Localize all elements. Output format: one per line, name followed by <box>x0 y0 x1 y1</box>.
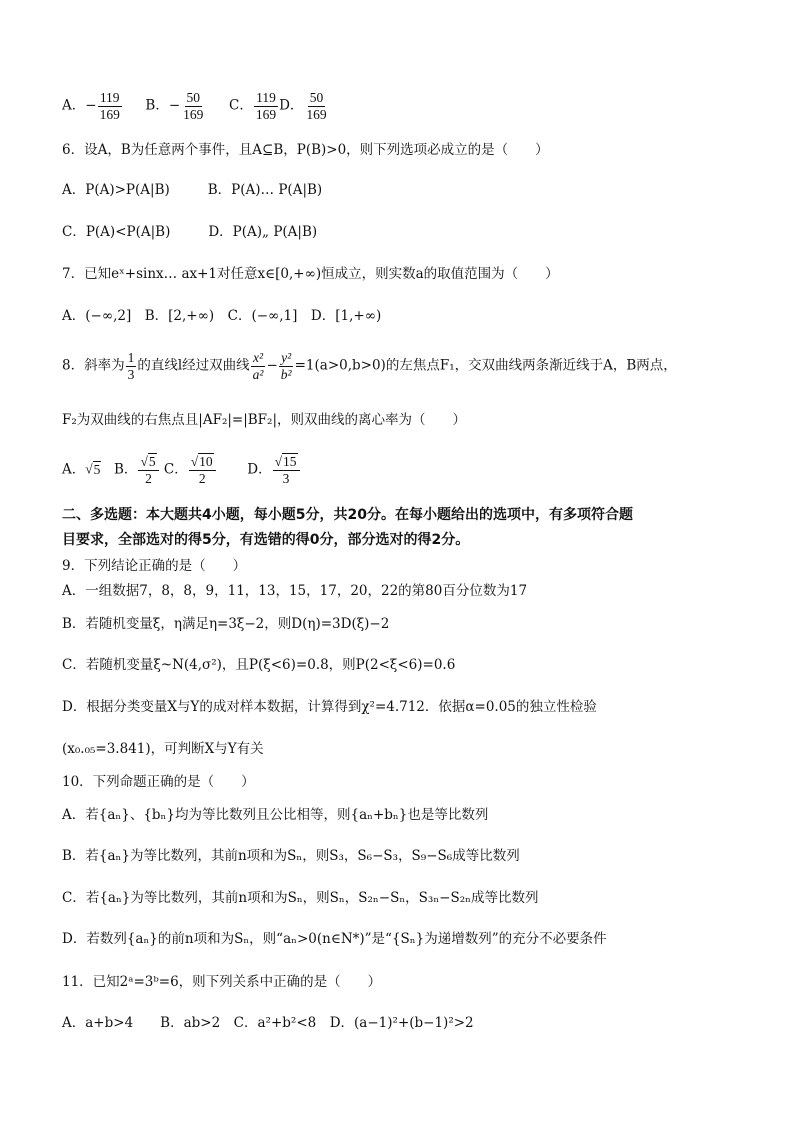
q10-option-a: A．若{aₙ}、{bₙ}均为等比数列且公比相等，则{aₙ+bₙ}也是等比数列 <box>62 807 489 823</box>
q8-stem-line1: 8．斜率为 $\frac{1}{3}$ 的直线l经过双曲线 $\frac{\text{x²}}{\text{a²}}$ − $\frac{\text{y²}}{\text{b²}}$ =1(a>0,b>0)的左焦点F₁，交双曲线两条渐近线于A，B两点， <box>62 350 677 382</box>
q7-options: A．(−∞,2] B．[2,+∞) C．(−∞,1] D．[1,+∞) <box>62 308 382 324</box>
q10-option-d: D．若数列{aₙ}的前n项和为Sₙ，则“aₙ>0(n∈N*)”是“{Sₙ}为递增数列”的充分不必要条件 <box>62 931 607 947</box>
q8-hyperbola-y-term: $\frac{\text{y²}}{\text{b²}}$ <box>280 350 292 382</box>
q5-option-c: C． <box>228 97 253 114</box>
q10-option-c: C．若{aₙ}为等比数列，其前n项和为Sₙ，则Sₙ，S₂ₙ−Sₙ，S₃ₙ−S₂ₙ成等比数列 <box>62 890 539 906</box>
q9-option-c: C．若随机变量ξ~N(4,σ²)，且P(ξ<6)=0.8，则P(2<ξ<6)=0.6 <box>62 657 456 673</box>
q8-stem-line2: F₂为双曲线的右焦点且|AF₂|=|BF₂|，则双曲线的离心率为（ ） <box>62 412 467 428</box>
q9-option-d-line1: D．根据分类变量X与Y的成对样本数据，计算得到χ²=4.712．依据α=0.05的独立性检验 <box>62 699 597 715</box>
q5-option-b: B．− <box>145 97 181 114</box>
q7-stem: 7．已知eˣ+sinx… ax+1对任意x∈[0,+∞)恒成立，则实数a的取值范围为（ ） <box>62 266 559 282</box>
q8-option-d: D． <box>247 461 272 478</box>
q9-option-b: B．若随机变量ξ，η满足η=3ξ−2，则D(η)=3D(ξ)−2 <box>62 616 390 632</box>
q8-hyperbola-x-term: $\frac{\text{x²}}{\text{a²}}$ <box>252 350 264 382</box>
q8-options: A．√5 B． $\frac{√5}{2}$ C． $\frac{√10}{2}$ D． $\frac{√15}{3}$ <box>62 454 301 486</box>
q8-option-b-fraction: $\frac{√5}{2}$ <box>138 454 158 486</box>
q11-options: A．a+b>4 B．ab>2 C．a²+b²<8 D．(a−1)²+(b−1)²>2 <box>62 1015 474 1031</box>
q5-option-d: D． <box>279 97 304 114</box>
q6-option-a: A．P(A)>P(A|B) <box>62 182 170 198</box>
q5-option-b-fraction: $\frac{50}{169}$ <box>183 90 204 122</box>
q5-option-c-fraction: $\frac{119}{169}$ <box>255 90 277 122</box>
q8-option-c-fraction: $\frac{√10}{2}$ <box>189 454 216 486</box>
section2-heading-line1: 二、多选题：本大题共4小题，每小题5分，共20分。在每小题给出的选项中，有多项符合题 <box>62 507 633 523</box>
q8-option-d-fraction: $\frac{√15}{3}$ <box>273 454 300 486</box>
q8-option-b: B． <box>114 461 138 478</box>
q8-option-a: A． <box>62 461 86 478</box>
q8-slope-fraction: $\frac{1}{3}$ <box>127 350 135 382</box>
q10-stem: 10．下列命题正确的是（ ） <box>62 774 255 790</box>
q11-stem: 11．已知2ᵃ=3ᵇ=6，则下列关系中正确的是（ ） <box>62 974 382 990</box>
q5-option-a-fraction: $\frac{119}{169}$ <box>99 90 120 122</box>
q5-options <box>62 90 330 122</box>
q6-option-c: C．P(A)<P(A|B) <box>62 224 171 240</box>
q6-options-row2 <box>62 224 317 240</box>
q9-option-d-line2: (x₀.₀₅=3.841)，可判断X与Y有关 <box>62 741 264 757</box>
q8-option-c: C． <box>163 461 188 478</box>
q5-option-d-fraction: $\frac{50}{169}$ <box>306 90 327 122</box>
q5-option-a: A．− <box>62 97 97 114</box>
q9-stem: 9．下列结论正确的是（ ） <box>62 558 247 574</box>
q9-option-a: A．一组数据7，8，8，9，11，13，15，17，20，22的第80百分位数为17 <box>62 583 528 599</box>
q6-option-b: B．P(A)… P(A|B) <box>207 182 323 198</box>
q6-options-row1 <box>62 182 322 198</box>
section2-heading-line2: 目要求，全部选对的得5分，有选错的得0分，部分选对的得2分。 <box>62 532 470 548</box>
q10-option-b: B．若{aₙ}为等比数列，其前n项和为Sₙ，则S₃，S₆−S₃，S₉−S₆成等比数列 <box>62 848 520 864</box>
q6-stem: 6．设A，B为任意两个事件，且A⊆B，P(B)>0，则下列选项必成立的是（ ） <box>62 142 549 158</box>
q6-option-d: D．P(A)„ P(A|B) <box>208 224 318 240</box>
